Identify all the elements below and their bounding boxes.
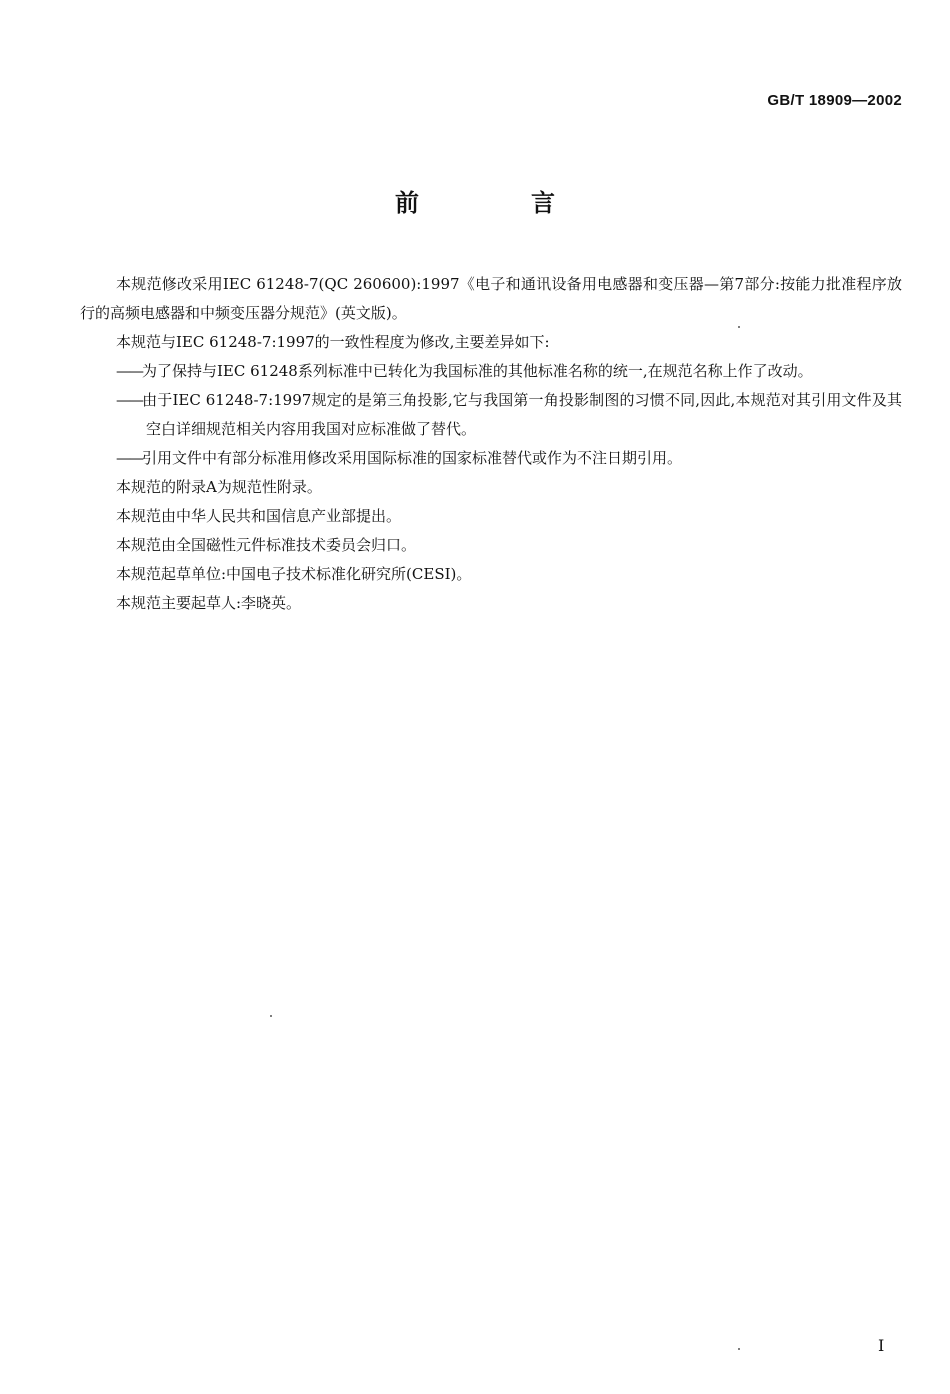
preface-body (80, 270, 902, 618)
standard-code: GB/T 18909—2002 (767, 92, 902, 109)
scan-speck (738, 1348, 740, 1350)
difference-item (80, 444, 902, 473)
preface-paragraph: 本规范主要起草人:李晓英。 (116, 594, 302, 612)
difference-item-text: 为了保持与IEC 61248系列标准中已转化为我国标准的其他标准名称的统一,在规范名称上作了改动。 (142, 362, 813, 380)
scan-speck (738, 326, 740, 328)
dash-mark: —— (116, 391, 142, 409)
preface-paragraph: 本规范的附录A为规范性附录。 (116, 478, 322, 496)
difference-item-text: 由于IEC 61248-7:1997规定的是第三角投影,它与我国第一角投影制图的习惯不同,因此,本规范对其引用文件及其空白详细规范相关内容用我国对应标准做了替代。 (142, 391, 902, 438)
page-title: 前 言 (395, 189, 599, 217)
page-number: I (878, 1336, 885, 1355)
dash-mark: —— (116, 449, 142, 467)
difference-item (80, 386, 902, 444)
scan-speck (270, 1015, 272, 1017)
difference-item-text: 引用文件中有部分标准用修改采用国际标准的国家标准替代或作为不注日期引用。 (142, 449, 683, 467)
preface-paragraph: 本规范由全国磁性元件标准技术委员会归口。 (116, 536, 417, 554)
difference-item (80, 357, 902, 386)
dash-mark: —— (116, 362, 142, 380)
preface-paragraph: 本规范修改采用IEC 61248-7(QC 260600):1997《电子和通讯设备用电感器和变压器—第7部分:按能力批准程序放行的高频电感器和中频变压器分规范》(英文版)。 (80, 275, 902, 322)
preface-paragraph: 本规范由中华人民共和国信息产业部提出。 (116, 507, 402, 525)
preface-paragraph: 本规范与IEC 61248-7:1997的一致性程度为修改,主要差异如下: (116, 333, 550, 351)
preface-paragraph: 本规范起草单位:中国电子技术标准化研究所(CESI)。 (116, 565, 472, 583)
